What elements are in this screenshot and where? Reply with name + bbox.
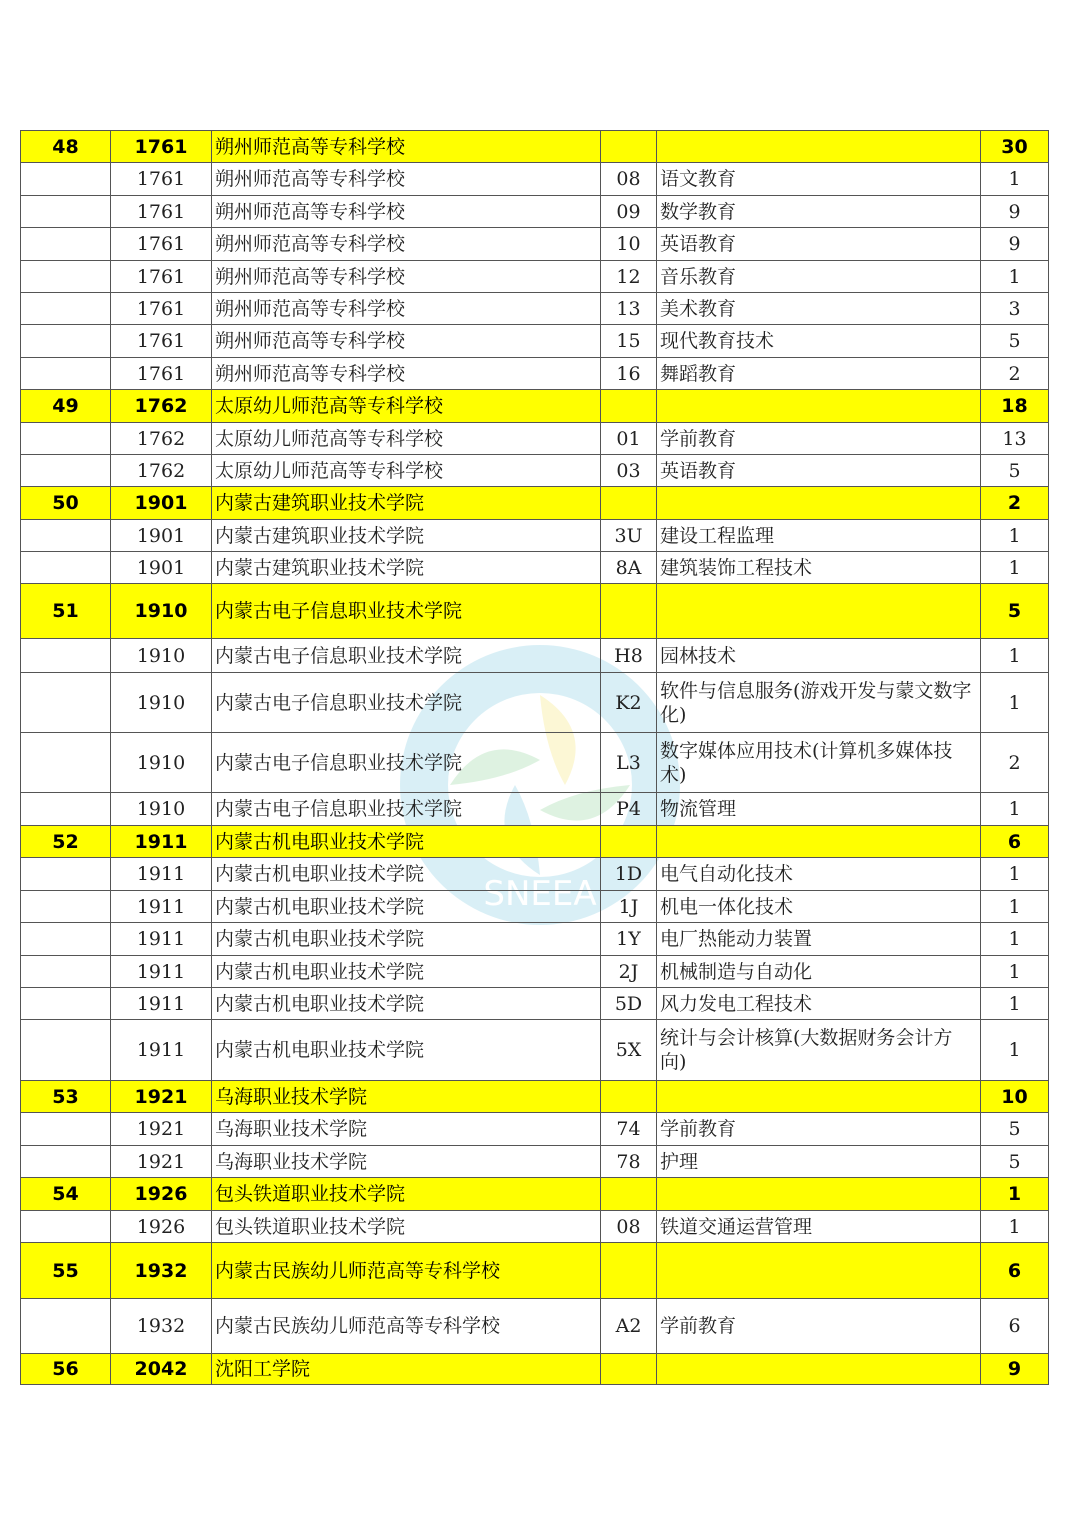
major-code bbox=[601, 1081, 657, 1113]
school-name: 内蒙古机电职业技术学院 bbox=[212, 1020, 601, 1081]
major-row bbox=[21, 858, 1049, 891]
school-code: 1921 bbox=[111, 1146, 212, 1178]
major-code bbox=[601, 390, 657, 423]
school-name: 朔州师范高等专科学校 bbox=[212, 131, 601, 163]
plan-count: 1 bbox=[981, 1020, 1049, 1081]
school-code: 1921 bbox=[111, 1113, 212, 1146]
major-row bbox=[21, 455, 1049, 487]
major-row bbox=[21, 293, 1049, 325]
school-code: 1901 bbox=[111, 520, 212, 552]
school-name: 内蒙古建筑职业技术学院 bbox=[212, 487, 601, 520]
major-name bbox=[657, 1178, 981, 1211]
school-name: 朔州师范高等专科学校 bbox=[212, 261, 601, 293]
plan-count: 2 bbox=[981, 487, 1049, 520]
plan-count: 9 bbox=[981, 1354, 1049, 1385]
enrollment-table bbox=[20, 130, 1049, 1385]
row-index bbox=[21, 793, 111, 826]
plan-count: 30 bbox=[981, 131, 1049, 163]
school-name: 内蒙古机电职业技术学院 bbox=[212, 988, 601, 1020]
school-code: 1761 bbox=[111, 358, 212, 390]
school-code: 1761 bbox=[111, 163, 212, 196]
school-code: 1911 bbox=[111, 988, 212, 1020]
major-name: 英语教育 bbox=[657, 455, 981, 487]
school-name: 朔州师范高等专科学校 bbox=[212, 325, 601, 358]
major-code: 3U bbox=[601, 520, 657, 552]
major-code: 5X bbox=[601, 1020, 657, 1081]
row-index: 51 bbox=[21, 584, 111, 639]
school-name: 内蒙古建筑职业技术学院 bbox=[212, 520, 601, 552]
major-code: 1Y bbox=[601, 923, 657, 956]
major-name: 舞蹈教育 bbox=[657, 358, 981, 390]
row-index bbox=[21, 358, 111, 390]
school-name: 内蒙古电子信息职业技术学院 bbox=[212, 793, 601, 826]
major-code: 74 bbox=[601, 1113, 657, 1146]
major-code: 15 bbox=[601, 325, 657, 358]
row-index bbox=[21, 673, 111, 733]
major-name: 现代教育技术 bbox=[657, 325, 981, 358]
plan-count: 6 bbox=[981, 826, 1049, 858]
plan-count: 1 bbox=[981, 1211, 1049, 1243]
major-row bbox=[21, 891, 1049, 923]
school-code: 1921 bbox=[111, 1081, 212, 1113]
school-row bbox=[21, 131, 1049, 163]
school-name: 乌海职业技术学院 bbox=[212, 1113, 601, 1146]
plan-count: 5 bbox=[981, 1146, 1049, 1178]
school-code: 1910 bbox=[111, 793, 212, 826]
plan-count: 1 bbox=[981, 891, 1049, 923]
plan-count: 6 bbox=[981, 1243, 1049, 1299]
major-name bbox=[657, 826, 981, 858]
major-row bbox=[21, 261, 1049, 293]
major-name: 统计与会计核算(大数据财务会计方向) bbox=[657, 1020, 981, 1081]
plan-count: 13 bbox=[981, 423, 1049, 455]
major-code: 10 bbox=[601, 228, 657, 261]
school-code: 1932 bbox=[111, 1299, 212, 1354]
plan-count: 10 bbox=[981, 1081, 1049, 1113]
major-row bbox=[21, 1113, 1049, 1146]
major-row bbox=[21, 733, 1049, 793]
row-index bbox=[21, 1299, 111, 1354]
row-index: 50 bbox=[21, 487, 111, 520]
school-code: 1926 bbox=[111, 1178, 212, 1211]
major-code: 16 bbox=[601, 358, 657, 390]
major-code bbox=[601, 1243, 657, 1299]
major-code bbox=[601, 584, 657, 639]
major-row bbox=[21, 552, 1049, 584]
major-code: P4 bbox=[601, 793, 657, 826]
major-code: 08 bbox=[601, 1211, 657, 1243]
major-name bbox=[657, 390, 981, 423]
row-index: 54 bbox=[21, 1178, 111, 1211]
major-code: 8A bbox=[601, 552, 657, 584]
major-code: 2J bbox=[601, 956, 657, 988]
major-name bbox=[657, 584, 981, 639]
major-name: 护理 bbox=[657, 1146, 981, 1178]
major-row bbox=[21, 639, 1049, 673]
row-index bbox=[21, 858, 111, 891]
row-index bbox=[21, 163, 111, 196]
major-code: 12 bbox=[601, 261, 657, 293]
row-index bbox=[21, 520, 111, 552]
major-name: 园林技术 bbox=[657, 639, 981, 673]
school-name: 内蒙古机电职业技术学院 bbox=[212, 923, 601, 956]
school-row bbox=[21, 1354, 1049, 1385]
major-code: 78 bbox=[601, 1146, 657, 1178]
school-name: 内蒙古机电职业技术学院 bbox=[212, 826, 601, 858]
major-name: 数字媒体应用技术(计算机多媒体技术) bbox=[657, 733, 981, 793]
major-name: 电气自动化技术 bbox=[657, 858, 981, 891]
major-name: 语文教育 bbox=[657, 163, 981, 196]
school-name: 乌海职业技术学院 bbox=[212, 1146, 601, 1178]
school-code: 1911 bbox=[111, 891, 212, 923]
school-row bbox=[21, 1243, 1049, 1299]
major-name: 铁道交通运营管理 bbox=[657, 1211, 981, 1243]
major-code: H8 bbox=[601, 639, 657, 673]
school-name: 乌海职业技术学院 bbox=[212, 1081, 601, 1113]
school-name: 太原幼儿师范高等专科学校 bbox=[212, 455, 601, 487]
plan-count: 5 bbox=[981, 584, 1049, 639]
major-row bbox=[21, 956, 1049, 988]
school-code: 1910 bbox=[111, 584, 212, 639]
major-name: 机电一体化技术 bbox=[657, 891, 981, 923]
plan-count: 1 bbox=[981, 858, 1049, 891]
major-code: 01 bbox=[601, 423, 657, 455]
major-code bbox=[601, 131, 657, 163]
row-index bbox=[21, 1146, 111, 1178]
major-code: 03 bbox=[601, 455, 657, 487]
major-name: 学前教育 bbox=[657, 423, 981, 455]
school-name: 朔州师范高等专科学校 bbox=[212, 358, 601, 390]
major-code bbox=[601, 487, 657, 520]
major-code: 1D bbox=[601, 858, 657, 891]
major-name bbox=[657, 487, 981, 520]
school-name: 包头铁道职业技术学院 bbox=[212, 1211, 601, 1243]
plan-count: 1 bbox=[981, 261, 1049, 293]
plan-count: 5 bbox=[981, 1113, 1049, 1146]
school-code: 1761 bbox=[111, 293, 212, 325]
school-name: 内蒙古电子信息职业技术学院 bbox=[212, 673, 601, 733]
major-code bbox=[601, 1354, 657, 1385]
major-row bbox=[21, 1211, 1049, 1243]
major-row bbox=[21, 1299, 1049, 1354]
row-index bbox=[21, 988, 111, 1020]
row-index bbox=[21, 325, 111, 358]
row-index: 56 bbox=[21, 1354, 111, 1385]
school-name: 内蒙古电子信息职业技术学院 bbox=[212, 733, 601, 793]
school-code: 1910 bbox=[111, 673, 212, 733]
row-index bbox=[21, 293, 111, 325]
school-code: 1911 bbox=[111, 956, 212, 988]
row-index bbox=[21, 891, 111, 923]
major-name bbox=[657, 1243, 981, 1299]
plan-count: 9 bbox=[981, 228, 1049, 261]
row-index bbox=[21, 455, 111, 487]
major-name bbox=[657, 1354, 981, 1385]
major-name: 建筑装饰工程技术 bbox=[657, 552, 981, 584]
school-row bbox=[21, 487, 1049, 520]
school-code: 1911 bbox=[111, 826, 212, 858]
school-name: 内蒙古民族幼儿师范高等专科学校 bbox=[212, 1243, 601, 1299]
school-code: 1910 bbox=[111, 639, 212, 673]
school-row bbox=[21, 826, 1049, 858]
major-name bbox=[657, 1081, 981, 1113]
plan-count: 6 bbox=[981, 1299, 1049, 1354]
major-code: 5D bbox=[601, 988, 657, 1020]
school-code: 2042 bbox=[111, 1354, 212, 1385]
major-name: 学前教育 bbox=[657, 1299, 981, 1354]
plan-count: 9 bbox=[981, 196, 1049, 228]
major-name: 电厂热能动力装置 bbox=[657, 923, 981, 956]
row-index bbox=[21, 1020, 111, 1081]
school-code: 1901 bbox=[111, 487, 212, 520]
major-row bbox=[21, 1146, 1049, 1178]
school-name: 太原幼儿师范高等专科学校 bbox=[212, 390, 601, 423]
major-row bbox=[21, 520, 1049, 552]
school-row bbox=[21, 390, 1049, 423]
major-name: 数学教育 bbox=[657, 196, 981, 228]
school-code: 1926 bbox=[111, 1211, 212, 1243]
school-name: 内蒙古机电职业技术学院 bbox=[212, 891, 601, 923]
row-index: 55 bbox=[21, 1243, 111, 1299]
row-index bbox=[21, 1113, 111, 1146]
plan-count: 1 bbox=[981, 956, 1049, 988]
school-name: 内蒙古电子信息职业技术学院 bbox=[212, 584, 601, 639]
plan-count: 1 bbox=[981, 552, 1049, 584]
row-index bbox=[21, 639, 111, 673]
school-name: 包头铁道职业技术学院 bbox=[212, 1178, 601, 1211]
major-row bbox=[21, 923, 1049, 956]
school-code: 1761 bbox=[111, 196, 212, 228]
major-code: L3 bbox=[601, 733, 657, 793]
major-row bbox=[21, 988, 1049, 1020]
watermark-text: SNEEA bbox=[483, 874, 597, 914]
major-name: 美术教育 bbox=[657, 293, 981, 325]
major-name: 风力发电工程技术 bbox=[657, 988, 981, 1020]
row-index bbox=[21, 923, 111, 956]
school-code: 1761 bbox=[111, 261, 212, 293]
school-code: 1761 bbox=[111, 325, 212, 358]
school-name: 内蒙古电子信息职业技术学院 bbox=[212, 639, 601, 673]
major-code: 13 bbox=[601, 293, 657, 325]
plan-count: 1 bbox=[981, 163, 1049, 196]
major-code: K2 bbox=[601, 673, 657, 733]
row-index bbox=[21, 228, 111, 261]
plan-count: 1 bbox=[981, 520, 1049, 552]
plan-count: 1 bbox=[981, 673, 1049, 733]
major-row bbox=[21, 793, 1049, 826]
major-name: 物流管理 bbox=[657, 793, 981, 826]
major-row bbox=[21, 163, 1049, 196]
major-name: 学前教育 bbox=[657, 1113, 981, 1146]
school-code: 1932 bbox=[111, 1243, 212, 1299]
school-row bbox=[21, 584, 1049, 639]
school-row bbox=[21, 1178, 1049, 1211]
major-name: 机械制造与自动化 bbox=[657, 956, 981, 988]
school-code: 1910 bbox=[111, 733, 212, 793]
school-code: 1761 bbox=[111, 131, 212, 163]
major-row bbox=[21, 358, 1049, 390]
school-name: 内蒙古机电职业技术学院 bbox=[212, 956, 601, 988]
row-index bbox=[21, 261, 111, 293]
row-index bbox=[21, 196, 111, 228]
row-index bbox=[21, 423, 111, 455]
major-row bbox=[21, 325, 1049, 358]
school-name: 朔州师范高等专科学校 bbox=[212, 293, 601, 325]
major-code: 08 bbox=[601, 163, 657, 196]
school-code: 1911 bbox=[111, 1020, 212, 1081]
school-code: 1761 bbox=[111, 228, 212, 261]
row-index: 52 bbox=[21, 826, 111, 858]
school-code: 1901 bbox=[111, 552, 212, 584]
plan-count: 2 bbox=[981, 733, 1049, 793]
row-index: 49 bbox=[21, 390, 111, 423]
school-name: 内蒙古机电职业技术学院 bbox=[212, 858, 601, 891]
plan-count: 1 bbox=[981, 988, 1049, 1020]
school-name: 沈阳工学院 bbox=[212, 1354, 601, 1385]
plan-count: 3 bbox=[981, 293, 1049, 325]
plan-count: 2 bbox=[981, 358, 1049, 390]
plan-count: 5 bbox=[981, 455, 1049, 487]
major-row bbox=[21, 673, 1049, 733]
school-row bbox=[21, 1081, 1049, 1113]
row-index: 48 bbox=[21, 131, 111, 163]
major-name: 软件与信息服务(游戏开发与蒙文数字化) bbox=[657, 673, 981, 733]
major-name bbox=[657, 131, 981, 163]
major-name: 音乐教育 bbox=[657, 261, 981, 293]
plan-count: 1 bbox=[981, 923, 1049, 956]
row-index: 53 bbox=[21, 1081, 111, 1113]
plan-count: 1 bbox=[981, 1178, 1049, 1211]
school-name: 朔州师范高等专科学校 bbox=[212, 163, 601, 196]
school-name: 内蒙古民族幼儿师范高等专科学校 bbox=[212, 1299, 601, 1354]
major-code: 09 bbox=[601, 196, 657, 228]
plan-count: 1 bbox=[981, 639, 1049, 673]
row-index bbox=[21, 956, 111, 988]
school-name: 太原幼儿师范高等专科学校 bbox=[212, 423, 601, 455]
school-name: 朔州师范高等专科学校 bbox=[212, 196, 601, 228]
plan-count: 5 bbox=[981, 325, 1049, 358]
row-index bbox=[21, 552, 111, 584]
major-code bbox=[601, 1178, 657, 1211]
row-index bbox=[21, 733, 111, 793]
major-code bbox=[601, 826, 657, 858]
major-row bbox=[21, 196, 1049, 228]
major-name: 英语教育 bbox=[657, 228, 981, 261]
major-name: 建设工程监理 bbox=[657, 520, 981, 552]
major-row bbox=[21, 423, 1049, 455]
school-name: 内蒙古建筑职业技术学院 bbox=[212, 552, 601, 584]
school-code: 1762 bbox=[111, 390, 212, 423]
school-code: 1911 bbox=[111, 923, 212, 956]
school-code: 1762 bbox=[111, 455, 212, 487]
plan-count: 18 bbox=[981, 390, 1049, 423]
plan-count: 1 bbox=[981, 793, 1049, 826]
school-code: 1911 bbox=[111, 858, 212, 891]
row-index bbox=[21, 1211, 111, 1243]
major-row bbox=[21, 1020, 1049, 1081]
major-code: 1J bbox=[601, 891, 657, 923]
school-code: 1762 bbox=[111, 423, 212, 455]
major-code: A2 bbox=[601, 1299, 657, 1354]
school-name: 朔州师范高等专科学校 bbox=[212, 228, 601, 261]
major-row bbox=[21, 228, 1049, 261]
